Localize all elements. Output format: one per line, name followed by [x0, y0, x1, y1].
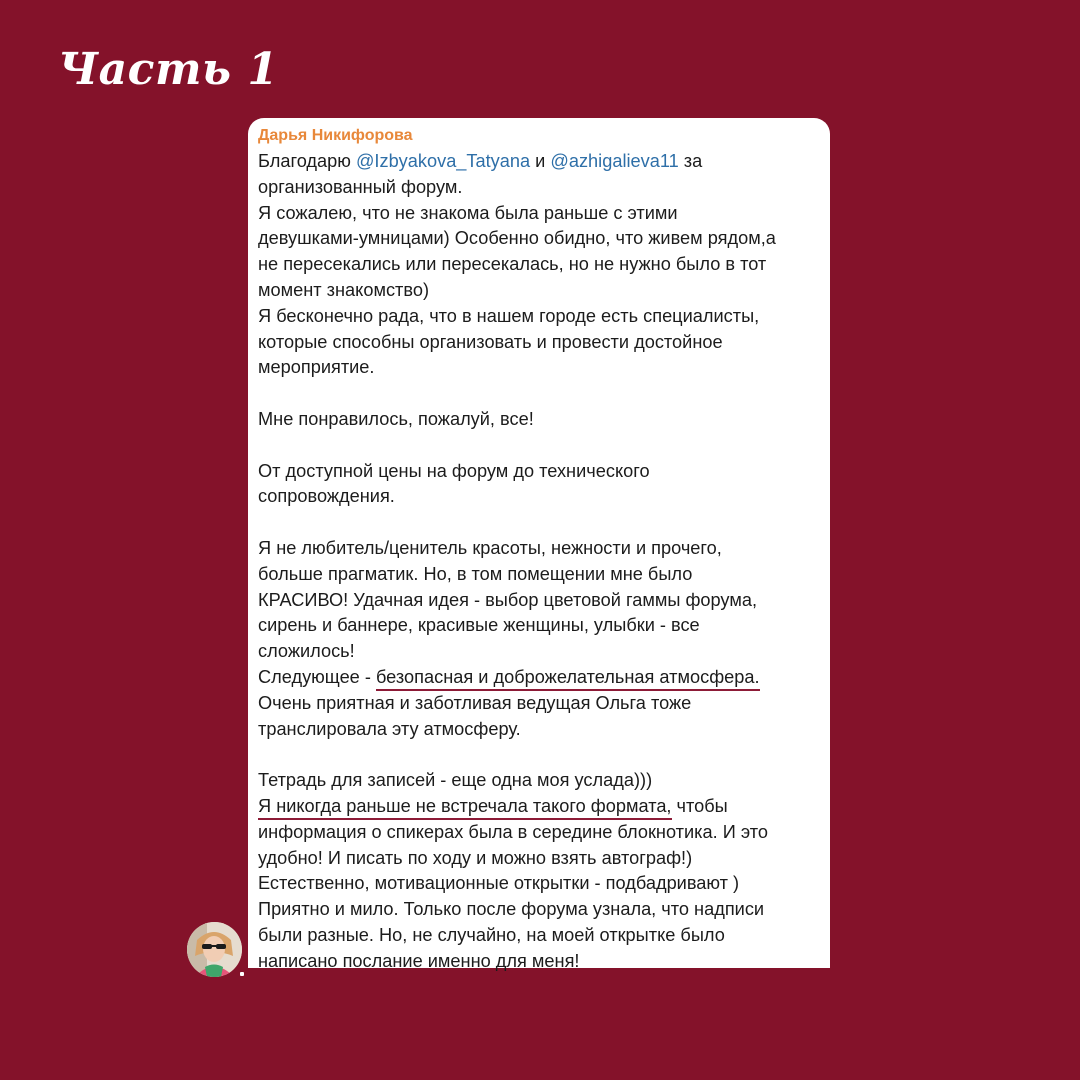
- message-text: Благодарю: [258, 151, 351, 171]
- message-line: транслировала эту атмосферу.: [258, 718, 521, 739]
- message-line: удобно! И писать по ходу и можно взять автограф!): [258, 847, 693, 868]
- message-line: информация о спикерах была в середине блокнотика. И это: [258, 821, 768, 842]
- message-line: От доступной цены на форум до технического: [258, 460, 650, 481]
- message-line: сирень и баннере, красивые женщины, улыбки - все: [258, 615, 700, 636]
- bubble-tail: [240, 972, 244, 976]
- message-line: Я сожалею, что не знакома была раньше с этими: [258, 202, 678, 223]
- message-line: [258, 149, 814, 175]
- message-line: Очень приятная и заботливая ведущая Ольга тоже: [258, 692, 692, 713]
- mention-link[interactable]: @azhigalieva11: [550, 151, 679, 171]
- message-line: которые способны организовать и провести достойное: [258, 331, 723, 352]
- message-line: момент знакомство): [258, 279, 429, 300]
- message-line: сопровождения.: [258, 486, 395, 507]
- page-title: Часть 1: [58, 44, 279, 95]
- message-line: Приятно и мило. Только после форума узнала, что надписи: [258, 899, 765, 920]
- message-line: [258, 794, 814, 820]
- message-line: не пересекались или пересекалась, но не нужно было в тот: [258, 254, 767, 275]
- message-line: написано послание именно для меня!: [258, 950, 580, 971]
- message-line: были разные. Но, не случайно, на моей открытке было: [258, 924, 725, 945]
- message-line: [258, 665, 814, 691]
- message-line: девушками-умницами) Особенно обидно, что живем рядом,а: [258, 228, 776, 249]
- message-text: за: [678, 151, 703, 171]
- message-line: Тетрадь для записей - еще одна моя услада))): [258, 770, 653, 791]
- blank-line: [258, 433, 814, 459]
- sender-name[interactable]: Дарья Никифорова: [258, 127, 413, 144]
- message-line: Мне понравилось, пожалуй, все!: [258, 408, 534, 429]
- message-text: и: [530, 151, 551, 171]
- message-line: КРАСИВО! Удачная идея - выбор цветовой гаммы форума,: [258, 589, 757, 610]
- message-bubble: [248, 118, 830, 971]
- message-text: Следующее -: [258, 666, 376, 687]
- message-line: Естественно, мотивационные открытки - подбадривают ): [258, 873, 740, 894]
- message-line: больше прагматик. Но, в том помещении мне было: [258, 563, 693, 584]
- blank-line: [258, 381, 814, 407]
- highlighted-text: безопасная и доброжелательная атмосфера.: [376, 667, 760, 691]
- avatar-photo: [187, 922, 242, 977]
- message-text: чтобы: [671, 795, 728, 816]
- message-line: Я не любитель/ценитель красоты, нежности и прочего,: [258, 537, 722, 558]
- message-line: организованный форум.: [258, 176, 463, 197]
- blank-line: [258, 742, 814, 768]
- message-line: Я бесконечно рада, что в нашем городе есть специалисты,: [258, 305, 760, 326]
- highlighted-text: Я никогда раньше не встречала такого формата,: [258, 796, 672, 820]
- message-line: мероприятие.: [258, 357, 375, 378]
- message-line: сложилось!: [258, 641, 355, 662]
- mention-link[interactable]: @Izbyakova_Tatyana: [355, 151, 531, 171]
- blank-line: [258, 510, 814, 536]
- user-avatar-photo-icon[interactable]: [187, 922, 242, 977]
